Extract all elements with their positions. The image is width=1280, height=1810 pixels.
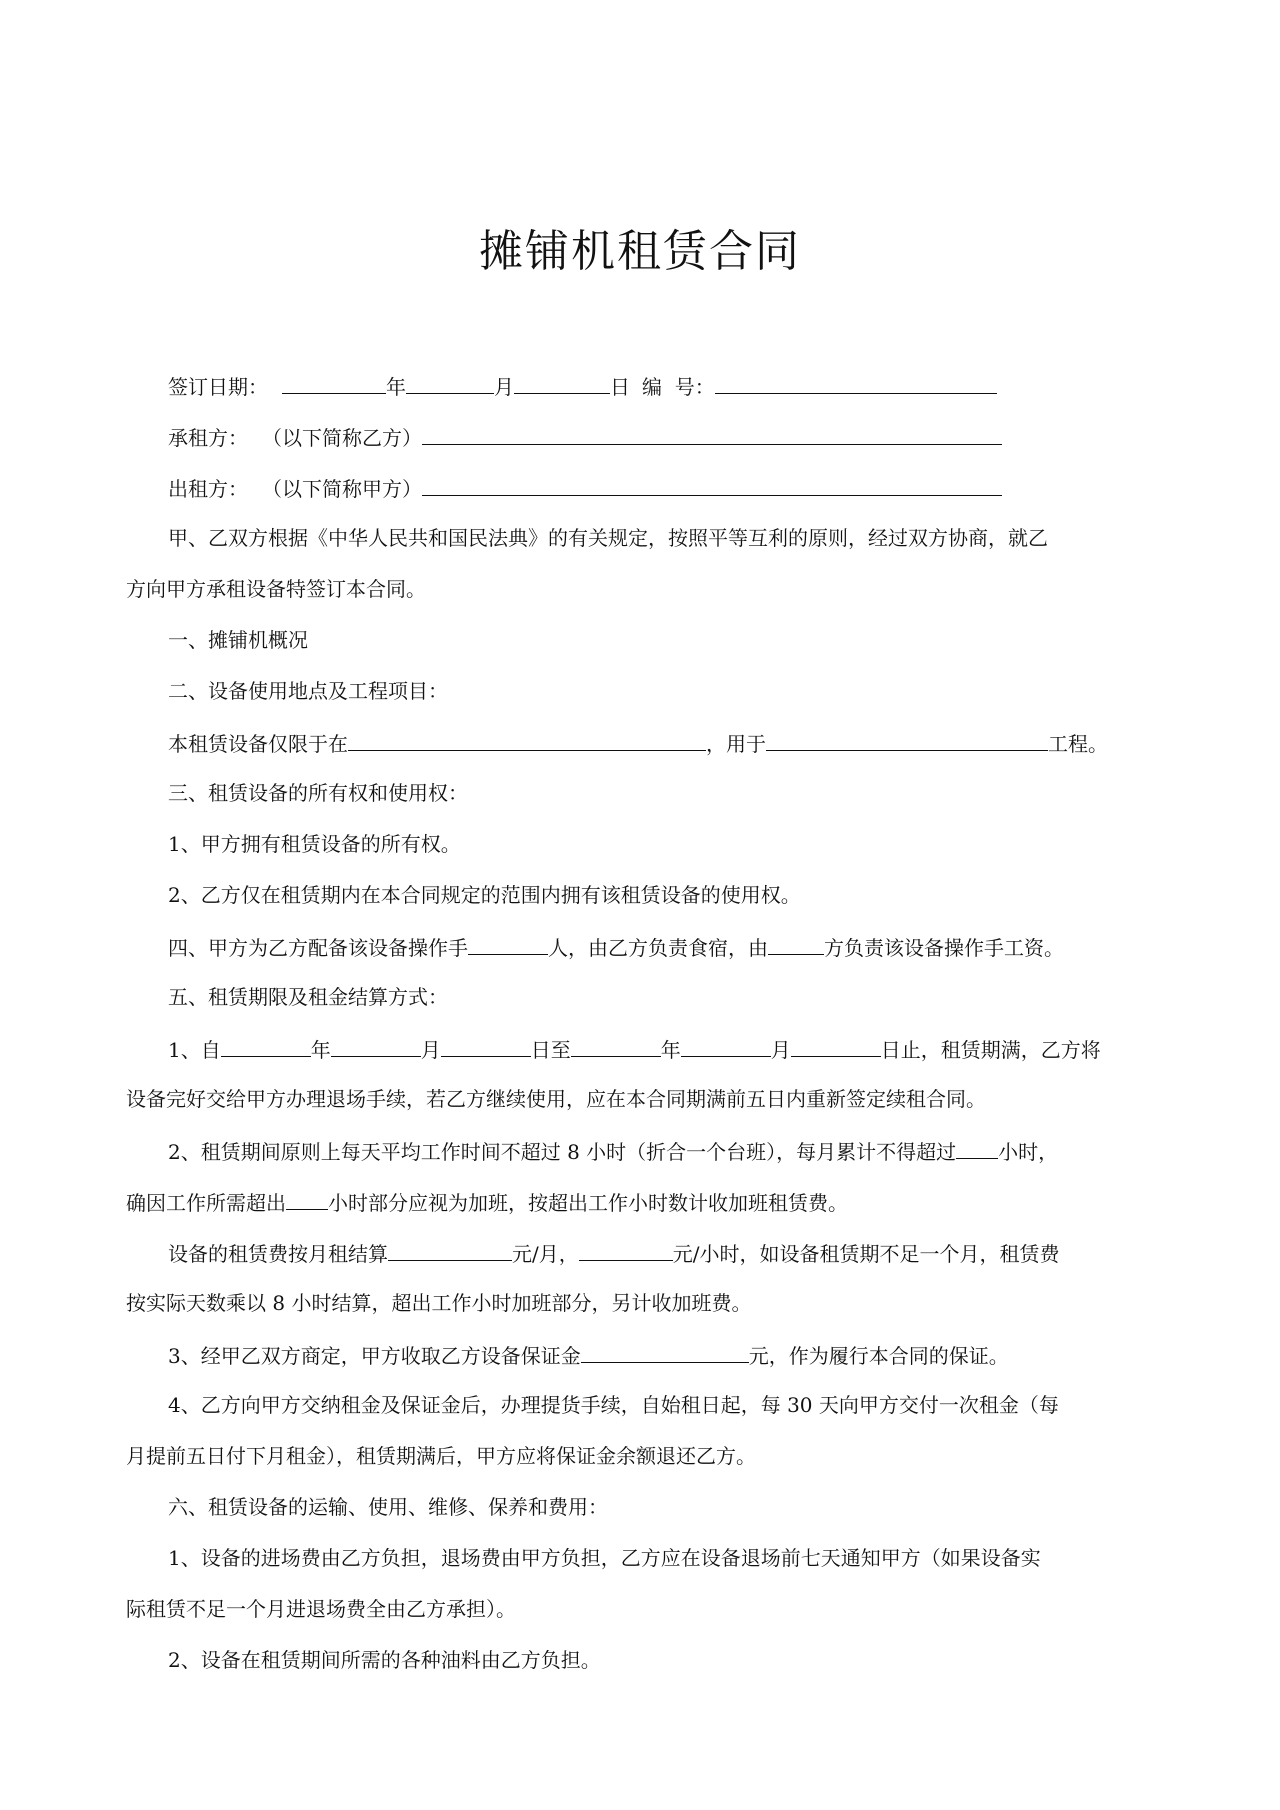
section-2-heading: 二、设备使用地点及工程项目：	[168, 679, 448, 703]
section-5-heading: 五、租赁期限及租金结算方式：	[168, 985, 448, 1009]
section-4-row	[168, 930, 1148, 964]
term-from: 1、自	[168, 1038, 221, 1062]
location-blank[interactable]	[348, 726, 706, 751]
hours-row	[168, 1134, 1148, 1168]
lessee-blank[interactable]	[422, 420, 1002, 445]
start-day-blank[interactable]	[441, 1032, 531, 1057]
end-month-blank[interactable]	[681, 1032, 771, 1057]
section-3-heading: 三、租赁设备的所有权和使用权：	[168, 781, 468, 805]
location-text: 本租赁设备仅限于在	[168, 732, 348, 756]
year-label: 年	[386, 375, 406, 399]
section-2-location-row	[168, 726, 1148, 760]
project-text: ，用于	[706, 732, 766, 756]
project-suffix: 工程。	[1048, 732, 1108, 756]
monthly-hours-blank[interactable]	[956, 1134, 998, 1159]
term-line-2: 设备完好交给甲方办理退场手续，若乙方继续使用，应在本合同期满前五日内重新签定续租合同。	[126, 1087, 986, 1111]
start-year-label: 年	[310, 1038, 331, 1062]
number-label: 编 号：	[642, 375, 715, 399]
transport-line-1: 1、设备的进场费由乙方负担，退场费由甲方负担，乙方应在设备退场前七天通知甲方（如果设备实	[168, 1546, 1041, 1570]
fee-text-3: 元/小时，如设备租赁期不足一个月，租赁费	[672, 1242, 1060, 1266]
transport-line-2: 际租赁不足一个月进退场费全由乙方承担）。	[126, 1597, 516, 1621]
section-3-item-1: 1、甲方拥有租赁设备的所有权。	[168, 832, 461, 856]
operator-count-blank[interactable]	[468, 930, 548, 955]
section-1-heading: 一、摊铺机概况	[168, 628, 308, 652]
deposit-text-2: 元，作为履行本合同的保证。	[748, 1344, 1009, 1368]
end-year-blank[interactable]	[571, 1032, 661, 1057]
lessee-note: （以下简称乙方）	[262, 426, 422, 450]
overtime-text-2: 小时部分应视为加班，按超出工作小时数计收加班租赁费。	[328, 1191, 848, 1215]
project-blank[interactable]	[766, 726, 1048, 751]
fee-text-2: 元/月，	[512, 1242, 579, 1266]
payment-line-2: 月提前五日付下月租金），租赁期满后，甲方应将保证金余额退还乙方。	[126, 1444, 756, 1468]
lessor-blank[interactable]	[422, 471, 1002, 496]
monthly-fee-blank[interactable]	[388, 1236, 512, 1261]
page-title: 摊铺机租赁合同	[479, 226, 801, 277]
hours-text: 2、租赁期间原则上每天平均工作时间不超过 8 小时（折合一个台班），每月累计不得超过	[168, 1140, 957, 1164]
payment-line-1: 4、乙方向甲方交纳租金及保证金后，办理提货手续，自始租日起，每 30 天向甲方交付一次租金（每	[168, 1393, 1059, 1417]
deposit-text: 3、经甲乙双方商定，甲方收取乙方设备保证金	[168, 1344, 581, 1368]
sign-date-row	[168, 369, 1148, 403]
month-label: 月	[494, 375, 514, 399]
start-day-to: 日至	[530, 1038, 571, 1062]
fee-line-2: 按实际天数乘以 8 小时结算，超出工作小时加班部分，另计收加班费。	[126, 1291, 752, 1315]
day-blank[interactable]	[514, 369, 610, 394]
intro-line-1: 甲、乙双方根据《中华人民共和国民法典》的有关规定，按照平等互利的原则，经过双方协商，就乙	[168, 526, 1048, 550]
day-label: 日	[610, 375, 630, 399]
lessee-row	[168, 420, 1148, 454]
wage-party-blank[interactable]	[768, 930, 824, 955]
fuel-line: 2、设备在租赁期间所需的各种油料由乙方负担。	[168, 1648, 601, 1672]
lessor-row	[168, 471, 1148, 505]
lessee-label: 承租方：	[168, 426, 248, 450]
deposit-blank[interactable]	[581, 1338, 749, 1363]
overtime-row	[126, 1185, 1106, 1219]
operator-text-2: 人，由乙方负责食宿，由	[548, 936, 768, 960]
number-blank[interactable]	[715, 369, 997, 394]
term-end-text: 日止，租赁期满，乙方将	[880, 1038, 1101, 1062]
lessor-label: 出租方：	[168, 477, 248, 501]
start-month-blank[interactable]	[331, 1032, 421, 1057]
end-day-blank[interactable]	[791, 1032, 881, 1057]
section-6-heading: 六、租赁设备的运输、使用、维修、保养和费用：	[168, 1495, 608, 1519]
deposit-row	[168, 1338, 1148, 1372]
start-month-label: 月	[420, 1038, 441, 1062]
section-3-item-2: 2、乙方仅在租赁期内在本合同规定的范围内拥有该租赁设备的使用权。	[168, 883, 801, 907]
lessor-note: （以下简称甲方）	[262, 477, 422, 501]
sign-date-label: 签订日期：	[168, 375, 268, 399]
term-row	[168, 1032, 1148, 1066]
operator-text-3: 方负责该设备操作手工资。	[824, 936, 1064, 960]
fee-text: 设备的租赁费按月租结算	[168, 1242, 388, 1266]
end-year-label: 年	[660, 1038, 681, 1062]
operator-text: 四、甲方为乙方配备该设备操作手	[168, 936, 468, 960]
overtime-text: 确因工作所需超出	[126, 1191, 286, 1215]
hourly-fee-blank[interactable]	[579, 1236, 673, 1261]
month-blank[interactable]	[406, 369, 494, 394]
fee-row	[168, 1236, 1148, 1270]
intro-line-2: 方向甲方承租设备特签订本合同。	[126, 577, 426, 601]
start-year-blank[interactable]	[221, 1032, 311, 1057]
year-blank[interactable]	[282, 369, 386, 394]
overtime-hours-blank[interactable]	[286, 1185, 328, 1210]
end-month-label: 月	[770, 1038, 791, 1062]
hours-text-2: 小时，	[998, 1140, 1059, 1164]
